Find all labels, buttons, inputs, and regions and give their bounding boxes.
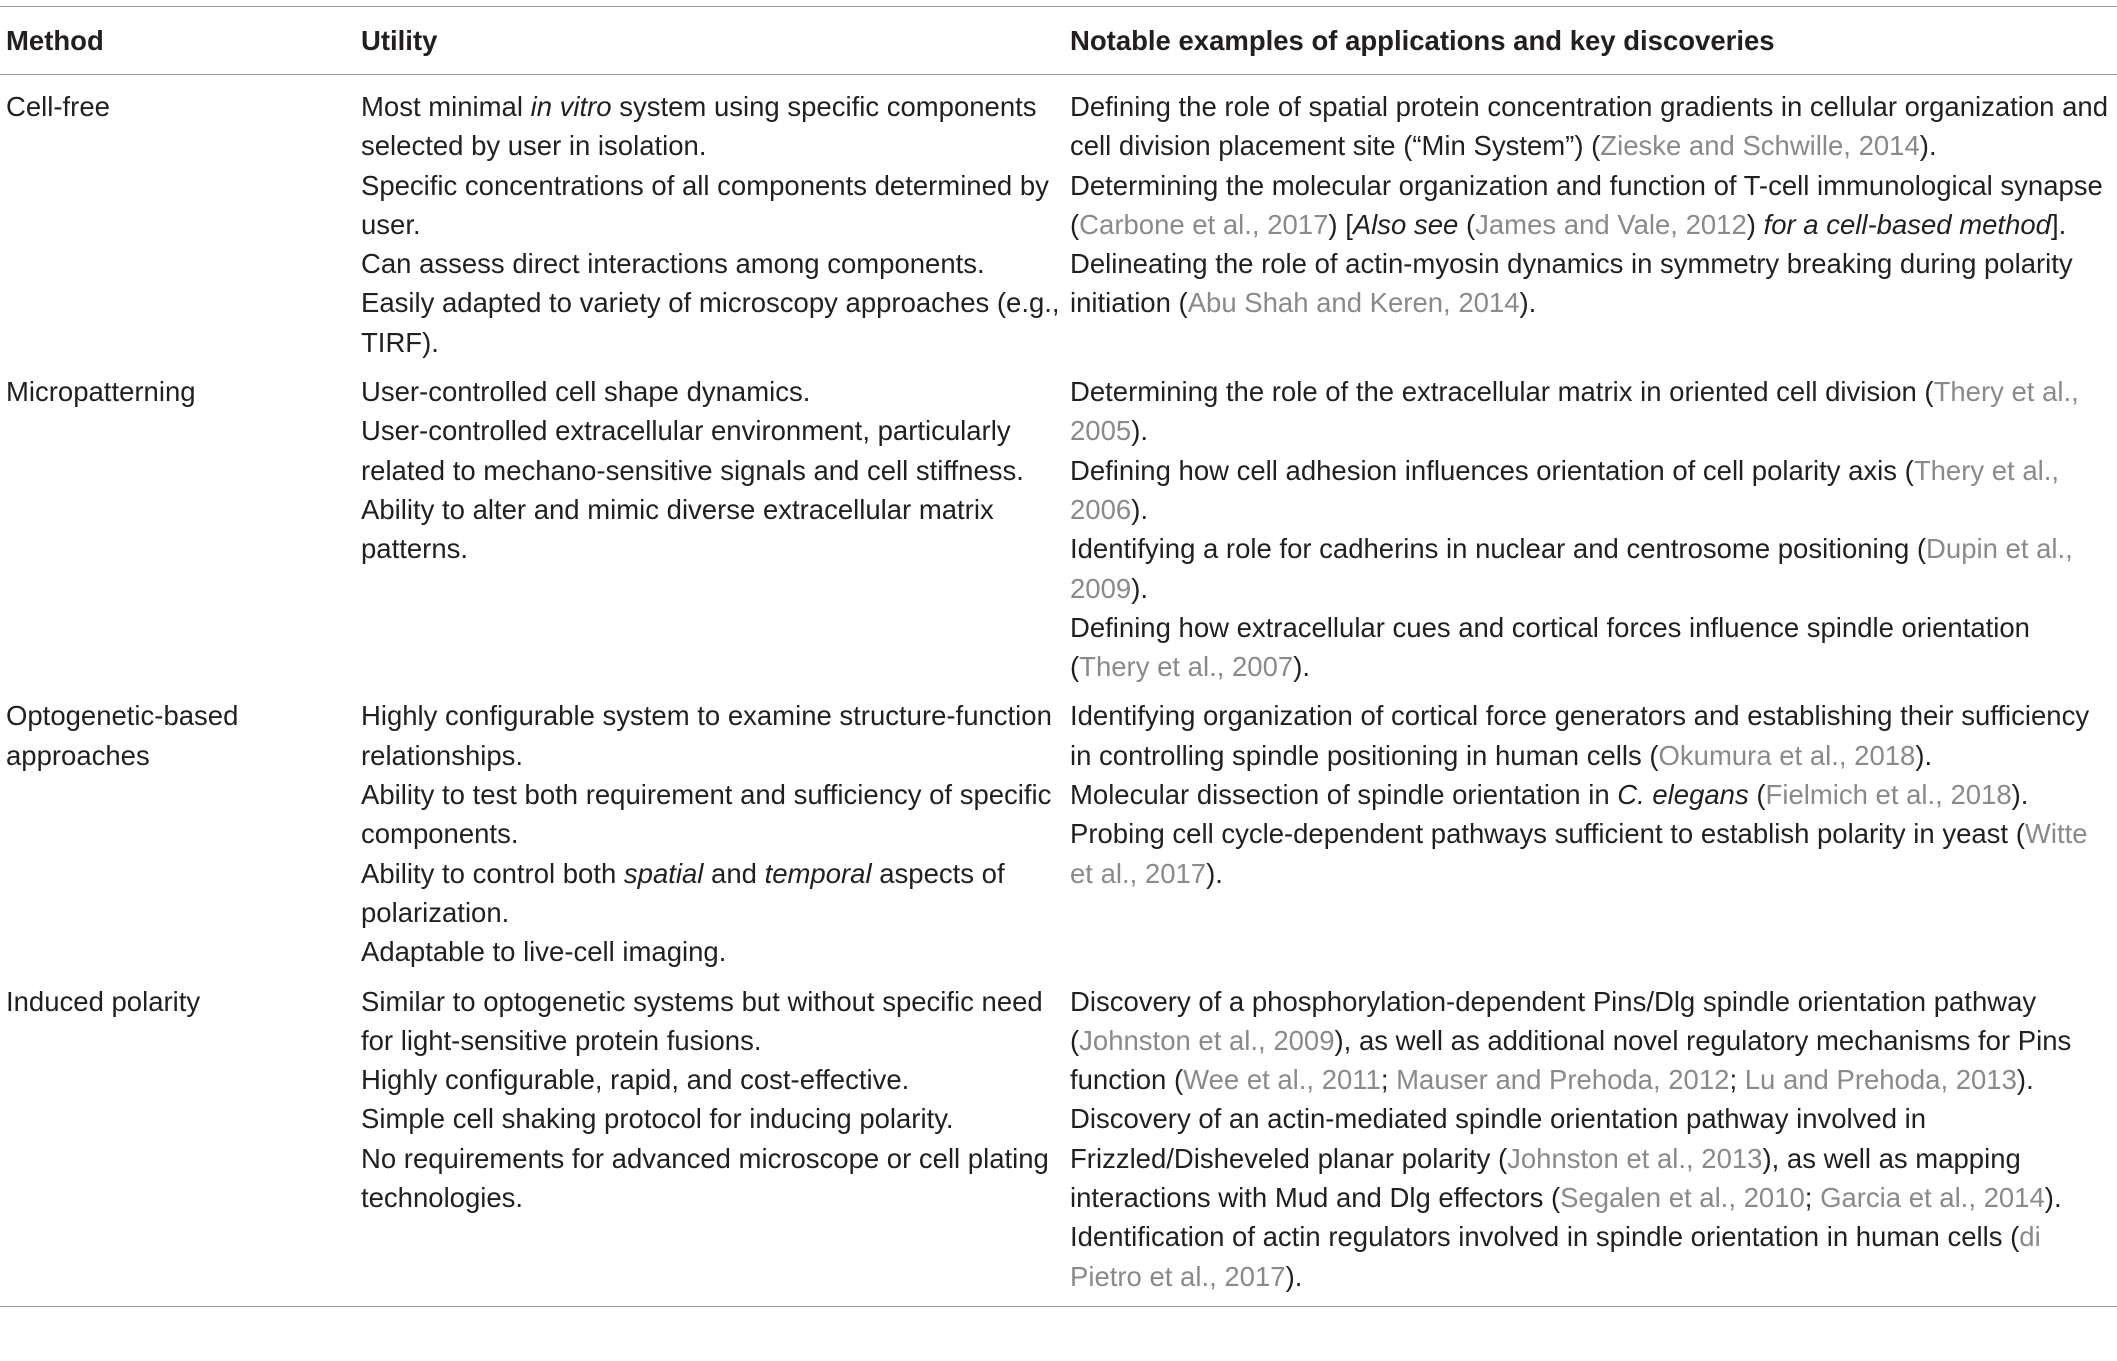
example-item: Defining how extracellular cues and cortical forces influence spindle orientation (Thery et al., 2007). <box>1070 611 2030 683</box>
method-cell <box>0 75 361 373</box>
example-item: Molecular dissection of spindle orientation in C. elegans (Fielmich et al., 2018). <box>1070 779 2029 811</box>
example-item: Identifying organization of cortical force generators and establishing their sufficiency in controlling spindle positioning in human cells (Okumura et al., 2018). <box>1070 700 2090 771</box>
utility-cell <box>361 696 1069 981</box>
methods-table <box>0 6 2117 1307</box>
utility-item: Ability to test both requirement and sufficiency of specific components. <box>361 779 1052 850</box>
citation-link[interactable]: Dupin et al., 2009 <box>1070 533 2073 604</box>
header-row <box>0 7 2117 75</box>
table-row <box>0 372 2117 696</box>
citation-link[interactable]: Fielmich et al., 2018 <box>1765 779 2012 811</box>
citation-link[interactable]: James and Vale, 2012 <box>1475 208 1747 240</box>
utility-item: User-controlled extracellular environment, particularly related to mechano-sensitive signals and cell stiffness. <box>361 415 1024 486</box>
citation-link[interactable]: Carbone et al., 2017 <box>1079 208 1329 240</box>
citation-link[interactable]: di Pietro et al., 2017 <box>1070 1221 2041 1292</box>
utility-item: Most minimal in vitro system using specific components selected by user in isolation. <box>361 91 1037 162</box>
example-item: Probing cell cycle-dependent pathways sufficient to establish polarity in yeast (Witte et al., 2017). <box>1070 818 2088 889</box>
examples-cell <box>1069 696 2117 981</box>
citation-link[interactable]: Witte et al., 2017 <box>1070 818 2088 889</box>
example-item: Identifying a role for cadherins in nuclear and centrosome positioning (Dupin et al., 2009). <box>1070 533 2073 604</box>
utility-cell <box>361 982 1069 1307</box>
citation-link[interactable]: Zieske and Schwille, 2014 <box>1600 130 1920 162</box>
header-method: Method <box>6 25 104 56</box>
utility-item: User-controlled cell shape dynamics. <box>361 376 811 408</box>
citation-link[interactable]: Garcia et al., 2014 <box>1820 1182 2045 1214</box>
utility-cell <box>361 75 1069 373</box>
table-row <box>0 75 2117 373</box>
citation-link[interactable]: Johnston et al., 2009 <box>1079 1024 1335 1056</box>
utility-cell <box>361 372 1069 696</box>
example-item: Identification of actin regulators involved in spindle orientation in human cells (di Pietro et al., 2017). <box>1070 1221 2041 1292</box>
citation-link[interactable]: Okumura et al., 2018 <box>1658 739 1916 771</box>
method-cell <box>0 372 361 696</box>
utility-item: Highly configurable, rapid, and cost-effective. <box>361 1064 910 1096</box>
method-label: Micropatterning <box>6 376 196 408</box>
method-label: Optogenetic-based <box>6 700 239 732</box>
utility-item: Can assess direct interactions among components. <box>361 248 985 280</box>
citation-link[interactable]: Thery et al., 2005 <box>1070 376 2079 447</box>
table-row <box>0 982 2117 1307</box>
utility-item: No requirements for advanced microscope or cell plating technologies. <box>361 1142 1049 1214</box>
utility-item: Easily adapted to variety of microscopy approaches (e.g., TIRF). <box>361 287 1060 358</box>
utility-item: Simple cell shaking protocol for inducing polarity. <box>361 1103 954 1135</box>
example-item: Discovery of an actin-mediated spindle orientation pathway involved in Frizzled/Disheveled planar polarity (Johnston et al., 2013), as well as mapping interactions with Mud and Dlg effectors (Segalen et al., 2010; Garcia et al., 2014). <box>1070 1103 2062 1214</box>
citation-link[interactable]: Mauser and Prehoda, 2012 <box>1396 1064 1730 1096</box>
method-label: Cell-free <box>6 91 110 122</box>
citation-link[interactable]: Thery et al., 2007 <box>1079 651 1294 683</box>
header-utility: Utility <box>361 25 438 56</box>
citation-link[interactable]: Wee et al., 2011 <box>1183 1064 1381 1096</box>
example-item: Determining the role of the extracellular matrix in oriented cell division (Thery et al., 2005). <box>1070 376 2079 447</box>
example-item: Discovery of a phosphorylation-dependent Pins/Dlg spindle orientation pathway (Johnston et al., 2009), as well as additional novel regulatory mechanisms for Pins function (Wee et al., 2011; Mauser and Prehoda, 2012; Lu and Prehoda, 2013). <box>1070 985 2072 1096</box>
citation-link[interactable]: Lu and Prehoda, 2013 <box>1744 1064 2017 1096</box>
utility-item: Similar to optogenetic systems but without specific need for light-sensitive protein fusions. <box>361 985 1043 1056</box>
method-cell <box>0 696 361 981</box>
utility-item: Ability to alter and mimic diverse extracellular matrix patterns. <box>361 493 994 565</box>
example-item: Delineating the role of actin-myosin dynamics in symmetry breaking during polarity initiation (Abu Shah and Keren, 2014). <box>1070 248 2073 319</box>
examples-cell <box>1069 372 2117 696</box>
example-item: Defining how cell adhesion influences orientation of cell polarity axis (Thery et al., 2006). <box>1070 454 2060 525</box>
example-item: Determining the molecular organization and function of T-cell immunological synapse (Carbone et al., 2017) [Also see (James and Vale, 2012) for a cell-based method]. <box>1070 169 2103 240</box>
examples-cell <box>1069 982 2117 1307</box>
citation-link[interactable]: Abu Shah and Keren, 2014 <box>1187 287 1520 319</box>
utility-item: Specific concentrations of all components determined by user. <box>361 169 1049 240</box>
header-examples: Notable examples of applications and key discoveries <box>1070 25 1775 56</box>
citation-link[interactable]: Thery et al., 2006 <box>1070 454 2060 525</box>
example-item: Defining the role of spatial protein concentration gradients in cellular organization and cell division placement site (“Min System”) (Zieske and Schwille, 2014). <box>1070 91 2109 162</box>
utility-item: Adaptable to live-cell imaging. <box>361 936 727 968</box>
method-label: approaches <box>6 739 150 771</box>
utility-item: Ability to control both spatial and temporal aspects of polarization. <box>361 857 1005 928</box>
citation-link[interactable]: Segalen et al., 2010 <box>1560 1182 1805 1214</box>
utility-item: Highly configurable system to examine structure-function relationships. <box>361 700 1052 771</box>
method-cell <box>0 982 361 1307</box>
method-label: Induced polarity <box>6 985 201 1017</box>
citation-link[interactable]: Johnston et al., 2013 <box>1507 1142 1763 1174</box>
examples-cell <box>1069 75 2117 373</box>
table-row <box>0 696 2117 981</box>
